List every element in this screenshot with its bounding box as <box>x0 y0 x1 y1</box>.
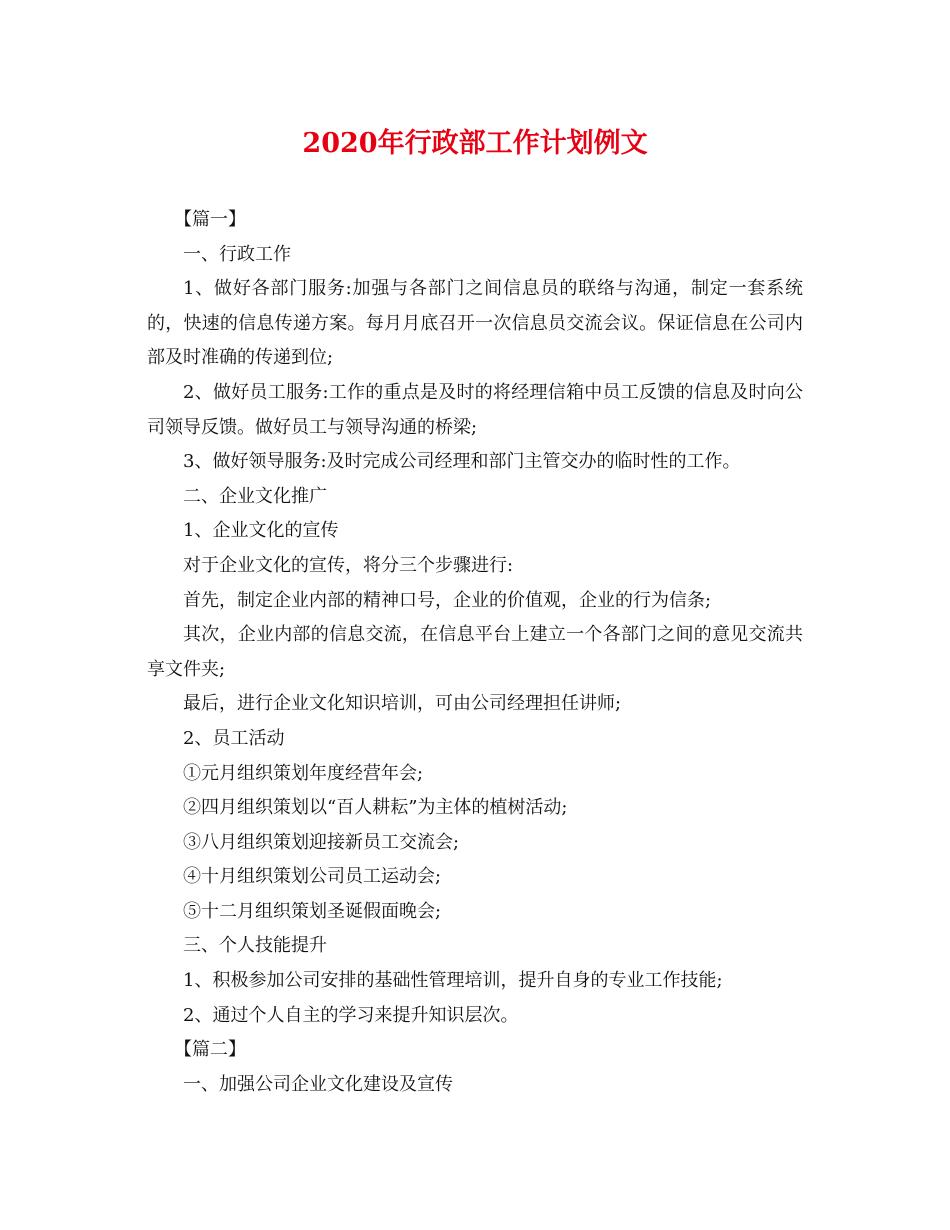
list-item: ④十月组织策划公司员工运动会; <box>183 866 442 888</box>
section-heading: 一、加强公司企业文化建设及宣传 <box>183 1073 453 1095</box>
body-paragraph: 1、做好各部门服务:加强与各部门之间信息员的联络与沟通，制定一套系统的，快速的信息传递方案。每月月底召开一次信息员交流会议。保证信息在公司内部及时准确的传递到位; <box>147 278 803 369</box>
section-heading: 三、个人技能提升 <box>183 935 327 957</box>
list-item: ⑤十二月组织策划圣诞假面晚会; <box>183 900 442 922</box>
body-paragraph: 对于企业文化的宣传，将分三个步骤进行: <box>183 554 514 576</box>
document-body <box>147 203 803 1102</box>
body-paragraph: 2、员工活动 <box>183 727 285 749</box>
list-item: ②四月组织策划以“百人耕耘”为主体的植树活动; <box>183 797 568 819</box>
body-paragraph: 其次，企业内部的信息交流，在信息平台上建立一个各部门之间的意见交流共享文件夹; <box>147 624 803 680</box>
body-paragraph: 2、通过个人自主的学习来提升知识层次。 <box>183 1004 519 1026</box>
document-title: 2020年行政部工作计划例文 <box>302 128 648 159</box>
body-paragraph: 首先，制定企业内部的精神口号，企业的价值观，企业的行为信条; <box>183 589 712 611</box>
list-item: ①元月组织策划年度经营年会; <box>183 762 424 784</box>
body-paragraph: 1、企业文化的宣传 <box>183 520 339 542</box>
section-heading: 一、行政工作 <box>183 243 291 265</box>
body-paragraph: 最后，进行企业文化知识培训，可由公司经理担任讲师; <box>183 693 622 715</box>
section-marker: 【篇一】 <box>174 209 246 230</box>
section-heading: 二、企业文化推广 <box>183 485 327 507</box>
body-paragraph: 1、积极参加公司安排的基础性管理培训，提升自身的专业工作技能; <box>183 970 723 992</box>
section-marker: 【篇二】 <box>174 1039 246 1061</box>
list-item: ③八月组织策划迎接新员工交流会; <box>183 831 460 853</box>
body-paragraph: 3、做好领导服务:及时完成公司经理和部门主管交办的临时性的工作。 <box>183 451 741 473</box>
body-paragraph: 2、做好员工服务:工作的重点是及时的将经理信箱中员工反馈的信息及时向公司领导反馈。做好员工与领导沟通的桥梁; <box>147 381 803 438</box>
